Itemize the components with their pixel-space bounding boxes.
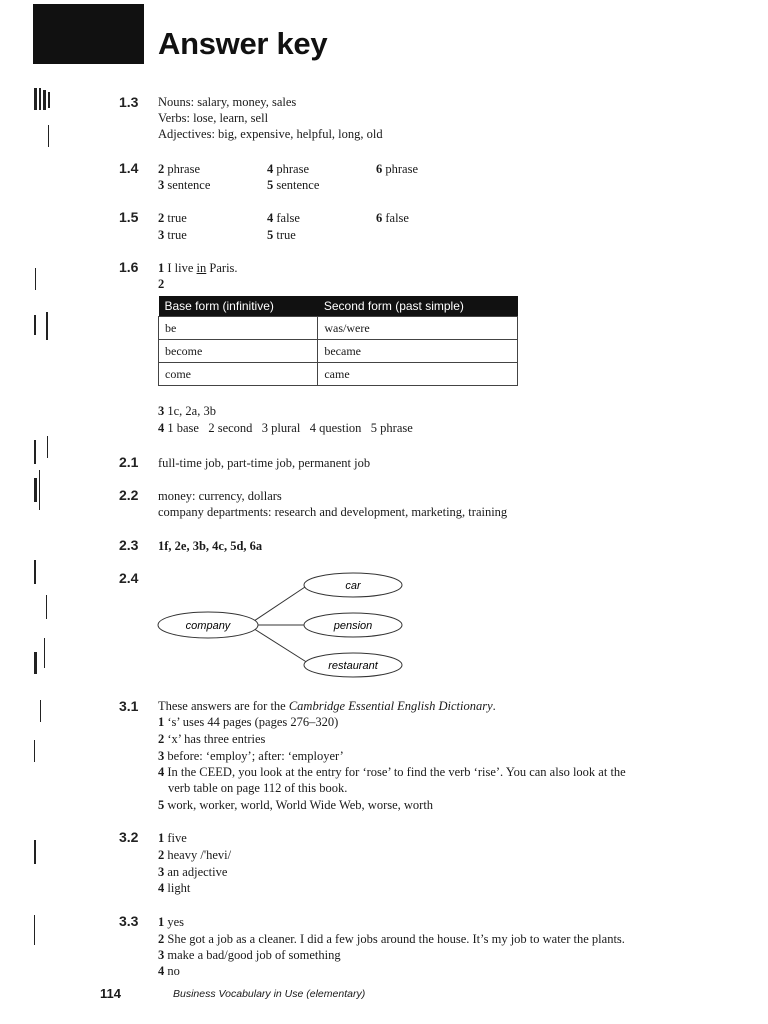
answer-intro: These answers are for the Cambridge Essential English Dictionary.: [158, 699, 496, 713]
connector-line: [248, 587, 305, 625]
answer-item: 4 phrase: [267, 162, 309, 176]
chapter-tab-block: [33, 4, 144, 64]
answer-item: 3 true: [158, 228, 187, 242]
connector-line: [248, 625, 308, 663]
word-map-diagram: [150, 565, 420, 685]
answer-item: 6 phrase: [376, 162, 418, 176]
answer-item: 5 sentence: [267, 178, 320, 192]
answer-item-number: 2: [158, 277, 165, 291]
table-header-cell: Second form (past simple): [318, 296, 518, 317]
answer-item: 2 heavy /'hevi/: [158, 848, 232, 862]
section-number: 2.4: [119, 570, 139, 586]
table-cell: come: [159, 363, 318, 386]
verb-forms-table: [158, 296, 518, 386]
section-number: 1.4: [119, 160, 139, 176]
section-number: 3.3: [119, 913, 139, 929]
answer-item: 3 before: ‘employ’; after: ‘employer’: [158, 749, 344, 763]
answer-line: Nouns: salary, money, sales: [158, 95, 297, 109]
underlined-word: in: [196, 261, 207, 275]
table-cell: become: [159, 340, 318, 363]
answer-line: full-time job, part-time job, permanent job: [158, 456, 371, 470]
answer-item-continuation: verb table on page 112 of this book.: [168, 781, 348, 795]
restaurant-label: restaurant: [328, 660, 378, 672]
section-number: 1.5: [119, 209, 139, 225]
answer-item: 3 an adjective: [158, 865, 228, 879]
section-number: 2.1: [119, 454, 139, 470]
answer-line: 1f, 2e, 3b, 4c, 5d, 6a: [158, 539, 263, 553]
answer-item: 2 ‘x’ has three entries: [158, 732, 266, 746]
answer-item: 5 true: [267, 228, 296, 242]
answer-item: 4 no: [158, 964, 180, 978]
answer-item: 2 She got a job as a cleaner. I did a few jobs around the house. It’s my job to water the plants.: [158, 932, 625, 946]
section-number: 1.3: [119, 94, 139, 110]
answer-item: 3 1c, 2a, 3b: [158, 404, 216, 418]
page-title: Answer key: [158, 26, 328, 61]
table-cell: be: [159, 317, 318, 340]
answer-line: money: currency, dollars: [158, 489, 282, 503]
section-number: 3.1: [119, 698, 139, 714]
answer-item: 4 false: [267, 211, 300, 225]
answer-item: 3 sentence: [158, 178, 211, 192]
table-row: [159, 363, 518, 386]
dictionary-title: Cambridge Essential English Dictionary: [288, 699, 493, 713]
section-number: 2.2: [119, 487, 139, 503]
answer-item: 3 make a bad/good job of something: [158, 948, 341, 962]
section-number: 3.2: [119, 829, 139, 845]
footer-book-title: Business Vocabulary in Use (elementary): [173, 988, 366, 1000]
table-row: [159, 317, 518, 340]
answer-item: 1 yes: [158, 915, 185, 929]
answer-item: 4 1 base 2 second 3 plural 4 question 5 phrase: [158, 421, 413, 435]
answer-item: 2 phrase: [158, 162, 200, 176]
answer-line: Verbs: lose, learn, sell: [158, 111, 269, 125]
table-header-cell: Base form (infinitive): [159, 296, 318, 317]
table-cell: was/were: [318, 317, 518, 340]
table-header-row: [159, 296, 518, 317]
answer-item: 1 I live in Paris.: [158, 261, 238, 275]
answer-item: 4 In the CEED, you look at the entry for ‘rose’ to find the verb ‘rise’. You can also look at the: [158, 765, 626, 779]
car-label: car: [345, 580, 361, 592]
answer-item: 4 light: [158, 881, 191, 895]
table-cell: came: [318, 363, 518, 386]
answer-item: 2 true: [158, 211, 187, 225]
answer-item: 5 work, worker, world, World Wide Web, worse, worth: [158, 798, 434, 812]
company-label: company: [185, 620, 231, 632]
table-cell: became: [318, 340, 518, 363]
section-number: 1.6: [119, 259, 139, 275]
pension-label: pension: [333, 620, 373, 632]
answer-item: 1 ‘s’ uses 44 pages (pages 276–320): [158, 715, 339, 729]
answer-item: 1 five: [158, 831, 187, 845]
page-number: 114: [100, 986, 121, 1001]
answer-line: Adjectives: big, expensive, helpful, long, old: [158, 127, 383, 141]
table-row: [159, 340, 518, 363]
answer-line: company departments: research and development, marketing, training: [158, 505, 508, 519]
section-number: 2.3: [119, 537, 139, 553]
answer-item: 6 false: [376, 211, 409, 225]
